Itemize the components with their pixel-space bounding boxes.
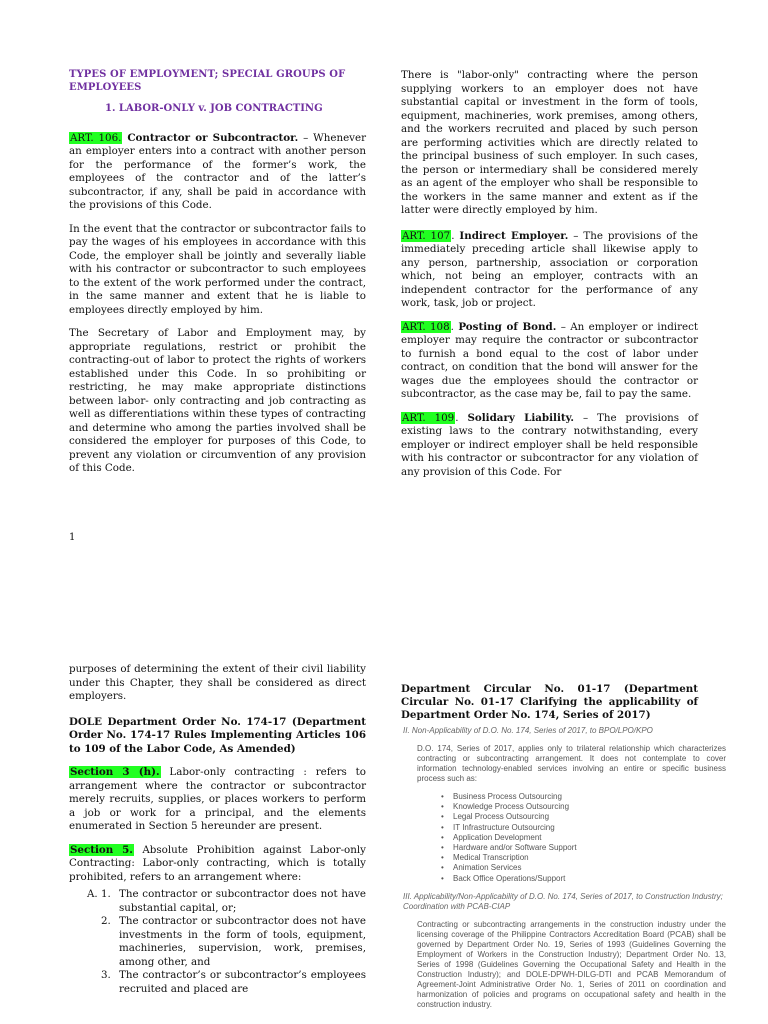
list-item [87, 915, 366, 969]
page2-right-column [401, 683, 726, 1018]
art-108-paragraph: ART. 108. Posting of Bond. – An employer or indirect employer may require the contractor or subcontractor to furnish a bond equal to the cost of labor under contract, on condition that the bond will answer for the wages due the employees should the contractor or subcontractor, as the case may be, fail to pay the same. [401, 320, 699, 400]
list-item-text: The contractor or subcontractor does not have substantial capital, or; [119, 888, 366, 914]
list-item-text: The contractor or subcontractor does not have investments in the form of tools, equipment, machineries, supervision, work, premises, among other, and [119, 915, 366, 968]
art-109-paragraph: ART. 109. Solidary Liability. – The provisions of existing laws to the contrary notwithstanding, every employer or indirect employer shall be held responsible with his contractor or subcontractor for any violation of any provision of this Code. For [401, 411, 699, 478]
section-text: Absolute Prohibition against Labor-only Contracting: Labor-only contracting, which is totally prohibited, refers to an arrangement where: [69, 843, 366, 883]
article-text: – Whenever an employer enters into a contract with another person for the performance of the former’s work, the employees of the contractor and of the latter’s subcontractor, if any, shall be paid in accordance with the provisions of this Code. [69, 131, 366, 211]
dole-order-heading: DOLE Department Order No. 174-17 (Department Order No. 174-17 Rules Implementing Articles 106 to 109 of the Labor Code, As Amended) [69, 715, 366, 755]
article-tag-highlight: ART. 107 [402, 229, 451, 242]
list-number: 1. [101, 888, 111, 900]
section-heading: TYPES OF EMPLOYMENT; SPECIAL GROUPS OF EMPLOYEES [69, 69, 346, 93]
article-tag-highlight: ART. 106. [70, 131, 122, 144]
article-text: – The provisions of existing laws to the contrary notwithstanding, every employer or indirect employer shall be held responsible with his contractor or subcontractor for any violation of any provision of this Code. For [401, 411, 699, 478]
excerpt-section-title: III. Applicability/Non-Applicability of D.O. No. 174, Series of 2017, to Construction Industry; Coordination with PCAB-CIAP [403, 891, 723, 911]
list-number: 2. [101, 915, 111, 927]
list-item: • Animation Services [441, 863, 726, 873]
bpo-services-list [441, 792, 726, 884]
page1-left-column [69, 69, 366, 486]
paragraph: In the event that the contractor or subcontractor fails to pay the wages of his employees in accordance with this Code, the employer shall be jointly and severally liable with his contractor or subcontractor to such employees to the extent of the work performed under the contract, in the same manner and extent that he is liable to employees directly employed by him. [69, 222, 366, 316]
list-number: 3. [101, 969, 111, 981]
article-text: – An employer or indirect employer may require the contractor or subcontractor to furnish a bond equal to the cost of labor under contract, on condition that the bond will answer for the wages due the employees should the contractor or subcontractor, as the case may be, fail to pay the same. [401, 320, 699, 400]
list-item [87, 969, 366, 996]
article-title: Solidary Liability. [467, 411, 575, 424]
section-text: Labor-only contracting : refers to arrangement where the contractor or subcontractor merely recruits, supplies, or places workers to perform a job or work for a principal, and the elements enumerated in Section 5 hereunder are present. [69, 766, 366, 832]
subsection-heading: 1. LABOR-ONLY v. JOB CONTRACTING [105, 103, 323, 114]
art-106-paragraph [69, 132, 366, 213]
list-item: • IT Infrastructure Outsourcing [441, 823, 726, 833]
paragraph: There is "labor-only" contracting where the person supplying workers to an employer does not have substantial capital or investment in the form of tools, equipment, machineries, work premises, among others, and the workers recruited and placed by such person are performing activities which are directly related to the principal business of such employer. In such cases, the person or intermediary shall be considered merely as an agent of the employer who shall be responsible to the workers in the same manner and extent as if the latter were directly employed by him. [401, 69, 698, 216]
excerpt-paragraph: Contracting or subcontracting arrangements in the construction industry under the licensing coverage of the Philippine Contractors Accreditation Board (PCAB) shall be governed by Department Order No. 19, Series of 1993 (Guidelines Governing the Employment of Workers in the Construction Industry); Department Order No. 13, Series of 1998 (Guidelines Governing the Occupational Safety and Health in the Construction Industry); and DOLE-DPWH-DILG-DTI and PCAB Memorandum of Agreement-Joint Administrative Order No. 1, Series of 2011 on coordination and harmonization of policies and programs on occupational safety and health in the construction industry. [417, 919, 726, 1009]
article-tag-highlight: ART. 108 [402, 320, 450, 333]
list-item: • Business Process Outsourcing [441, 792, 726, 802]
list-item-text: The contractor’s or subcontractor’s employees recruited and placed are [119, 969, 366, 995]
embedded-circular-excerpt [391, 726, 726, 1010]
element-list [69, 888, 366, 996]
section-5-paragraph [69, 844, 366, 885]
document-page-2 [0, 560, 768, 1024]
article-title: Contractor or Subcontractor. [127, 131, 299, 144]
article-title: Posting of Bond. [458, 320, 557, 333]
section-tag-highlight: Section 3 (h). [70, 766, 160, 778]
excerpt-paragraph: D.O. 174, Series of 2017, applies only to trilateral relationship which characterizes contracting or subcontracting arrangement. It does not contemplate to cover information technology-enabled services involving an entire or specific business process such as: [417, 744, 726, 783]
paragraph: The Secretary of Labor and Employment may, by appropriate regulations, restrict or prohibit the contracting-out of labor to protect the rights of workers established under this Code. In so prohibiting or restricting, he may make appropriate distinctions between labor- only contracting and job contracting as well as differentiations within these types of contracting and determine who among the parties involved shall be considered the employer for purposes of this Code, to prevent any violation or circumvention of any provision of this Code. [69, 327, 366, 474]
continuation-paragraph: purposes of determining the extent of their civil liability under this Chapter, they shall be considered as direct employers. [69, 663, 366, 702]
art-107-paragraph: ART. 107. Indirect Employer. – The provisions of the immediately preceding article shall likewise apply to any person, partnership, association or corporation which, not being an employer, contracts with an independent contractor for the performance of any work, task, job or project. [401, 229, 699, 309]
page1-right-column [401, 69, 698, 489]
article-title: Indirect Employer. [459, 229, 569, 242]
section-tag-highlight: Section 5. [70, 843, 133, 856]
list-letter: A. [87, 888, 98, 900]
article-text: – The provisions of the immediately preceding article shall likewise apply to any person, partnership, association or corporation which, not being an employer, contracts with an independent contractor for the performance of any work, task, job or project. [401, 229, 699, 309]
list-item [87, 888, 366, 915]
list-item: • Application Development [441, 833, 726, 843]
article-tag-highlight: ART. 109 [402, 411, 455, 424]
page2-left-column [69, 663, 366, 996]
list-item: • Back Office Operations/Support [441, 874, 726, 884]
section-3-paragraph [69, 766, 366, 834]
list-item: • Medical Transcription [441, 853, 726, 863]
list-item: • Legal Process Outsourcing [441, 812, 726, 822]
list-item: • Knowledge Process Outsourcing [441, 802, 726, 812]
page-number: 1 [69, 532, 76, 543]
circular-heading: Department Circular No. 01-17 (Department Circular No. 01-17 Clarifying the applicability of Department Order No. 174, Series of 2017) [401, 683, 698, 721]
list-item: • Hardware and/or Software Support [441, 843, 726, 853]
excerpt-section-title: II. Non-Applicability of D.O. No. 174, Series of 2017, to BPO/LPO/KPO [403, 726, 653, 735]
